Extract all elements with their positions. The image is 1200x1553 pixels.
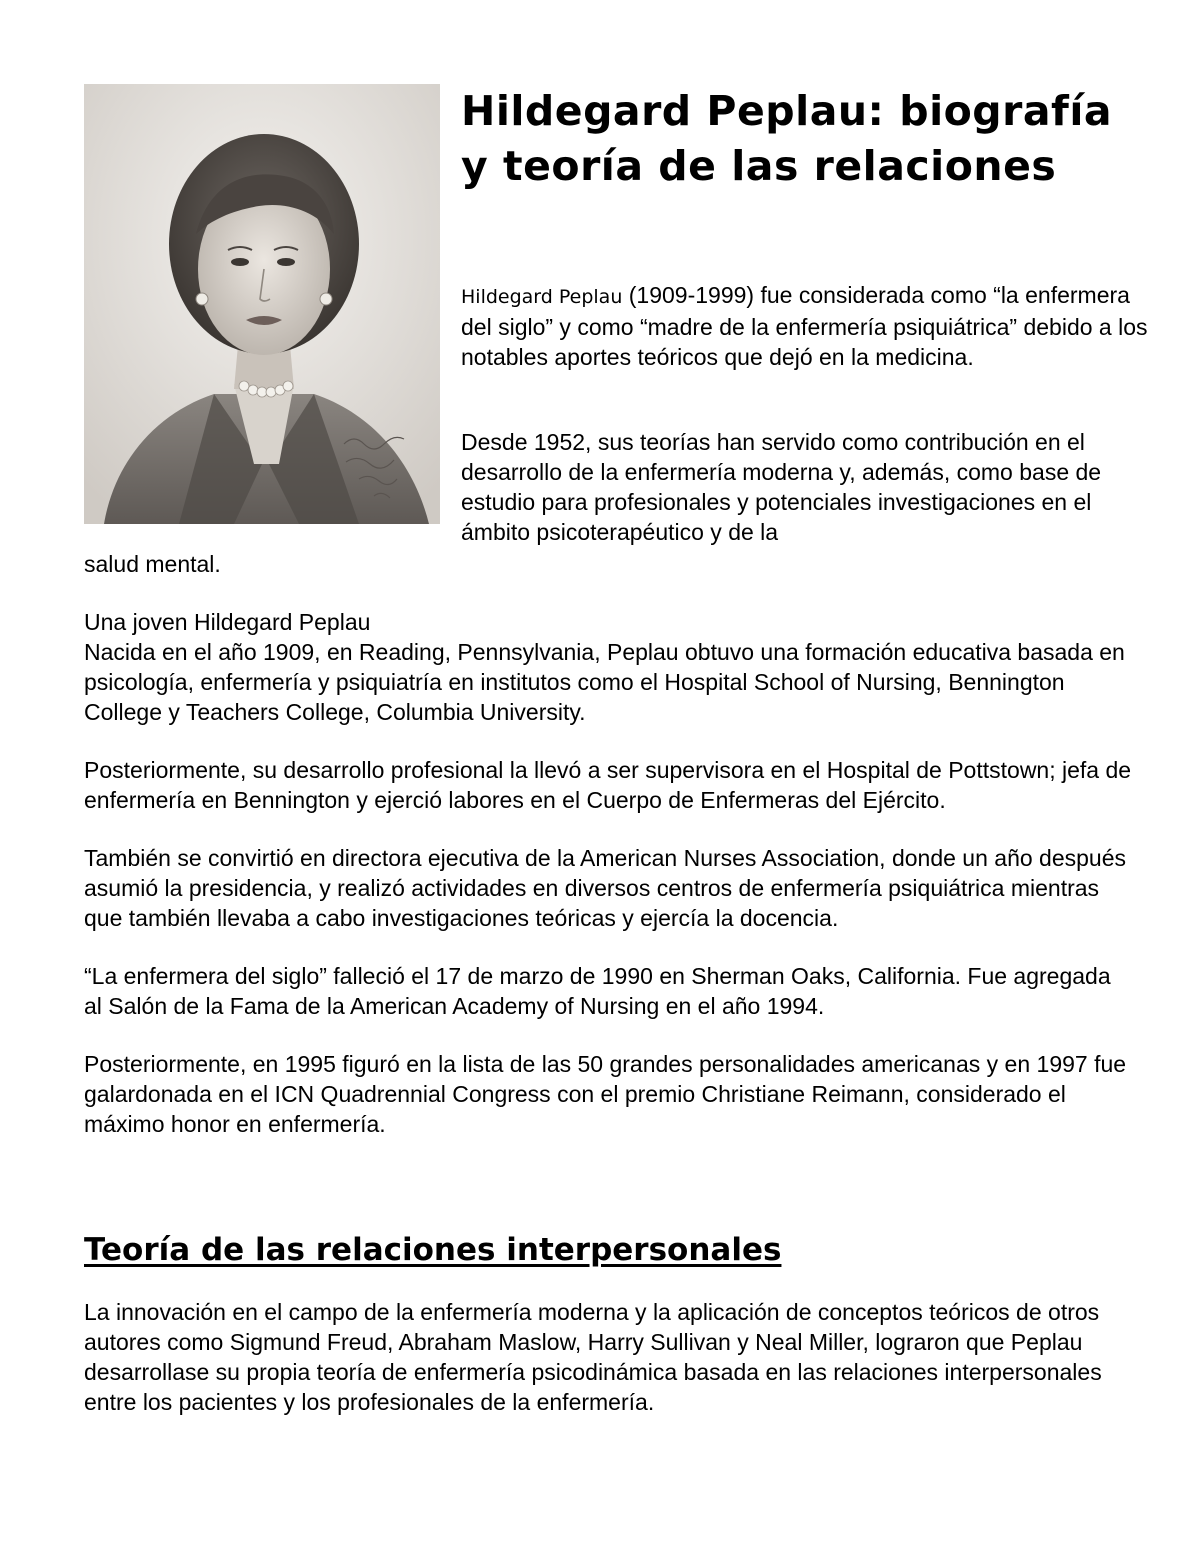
paragraph: “La enfermera del siglo” falleció el 17 de marzo de 1990 en Sherman Oaks, California. Fue agregada al Salón de la Fama de la American Academy of Nursing en el año 1994. [84, 963, 1111, 1019]
portrait-photo [84, 84, 440, 524]
intro-paragraph [461, 280, 1151, 372]
biography-section [84, 607, 1134, 1167]
intro-name: Hildegard Peplau [461, 286, 623, 308]
second-paragraph-tail: salud mental. [84, 551, 221, 577]
second-paragraph: Desde 1952, sus teorías han servido como contribución en el desarrollo de la enfermería moderna y, además, como base de estudio para profesionales y potenciales investigaciones en el ámbito psicoterapéutico y de la [461, 429, 1102, 545]
paragraph: Posteriormente, en 1995 figuró en la lista de las 50 grandes personalidades americanas y en 1997 fue galardonada en el ICN Quadrennial Congress con el premio Christiane Reimann, considerado el máximo honor en enfermería. [84, 1051, 1127, 1137]
intro-text: (1909-1999) fue considerada como “la enfermera del siglo” y como “madre de la enfermería psiquiátrica” debido a los notables aportes teóricos que dejó en la medicina. [461, 282, 1148, 370]
page-title: Hildegard Peplau: biografía y teoría de las relaciones [461, 87, 1113, 190]
paragraph: También se convirtió en directora ejecutiva de la American Nurses Association, donde un año después asumió la presidencia, y realizó actividades en diversos centros de enfermería psiquiátrica mientras que también llevaba a cabo investigaciones teóricas y ejercía la docencia. [84, 845, 1126, 931]
final-paragraph: La innovación en el campo de la enfermería moderna y la aplicación de conceptos teóricos de otros autores como Sigmund Freud, Abraham Maslow, Harry Sullivan y Neal Miller, lograron que Peplau desarrollase su propia teoría de enfermería psicodinámica basada en las relaciones interpersonales entre los pacientes y los profesionales de la enfermería. [84, 1299, 1102, 1415]
section-heading: Teoría de las relaciones interpersonales [84, 1232, 782, 1268]
photo-caption: Una joven Hildegard Peplau [84, 609, 371, 635]
paragraph: Posteriormente, su desarrollo profesional la llevó a ser supervisora en el Hospital de Pottstown; jefa de enfermería en Bennington y ejerció labores en el Cuerpo de Enfermeras del Ejército. [84, 757, 1132, 813]
paragraph: Nacida en el año 1909, en Reading, Pennsylvania, Peplau obtuvo una formación educativa basada en psicología, enfermería y psiquiatría en institutos como el Hospital School of Nursing, Bennington College y Teachers College, Columbia University. [84, 639, 1125, 725]
